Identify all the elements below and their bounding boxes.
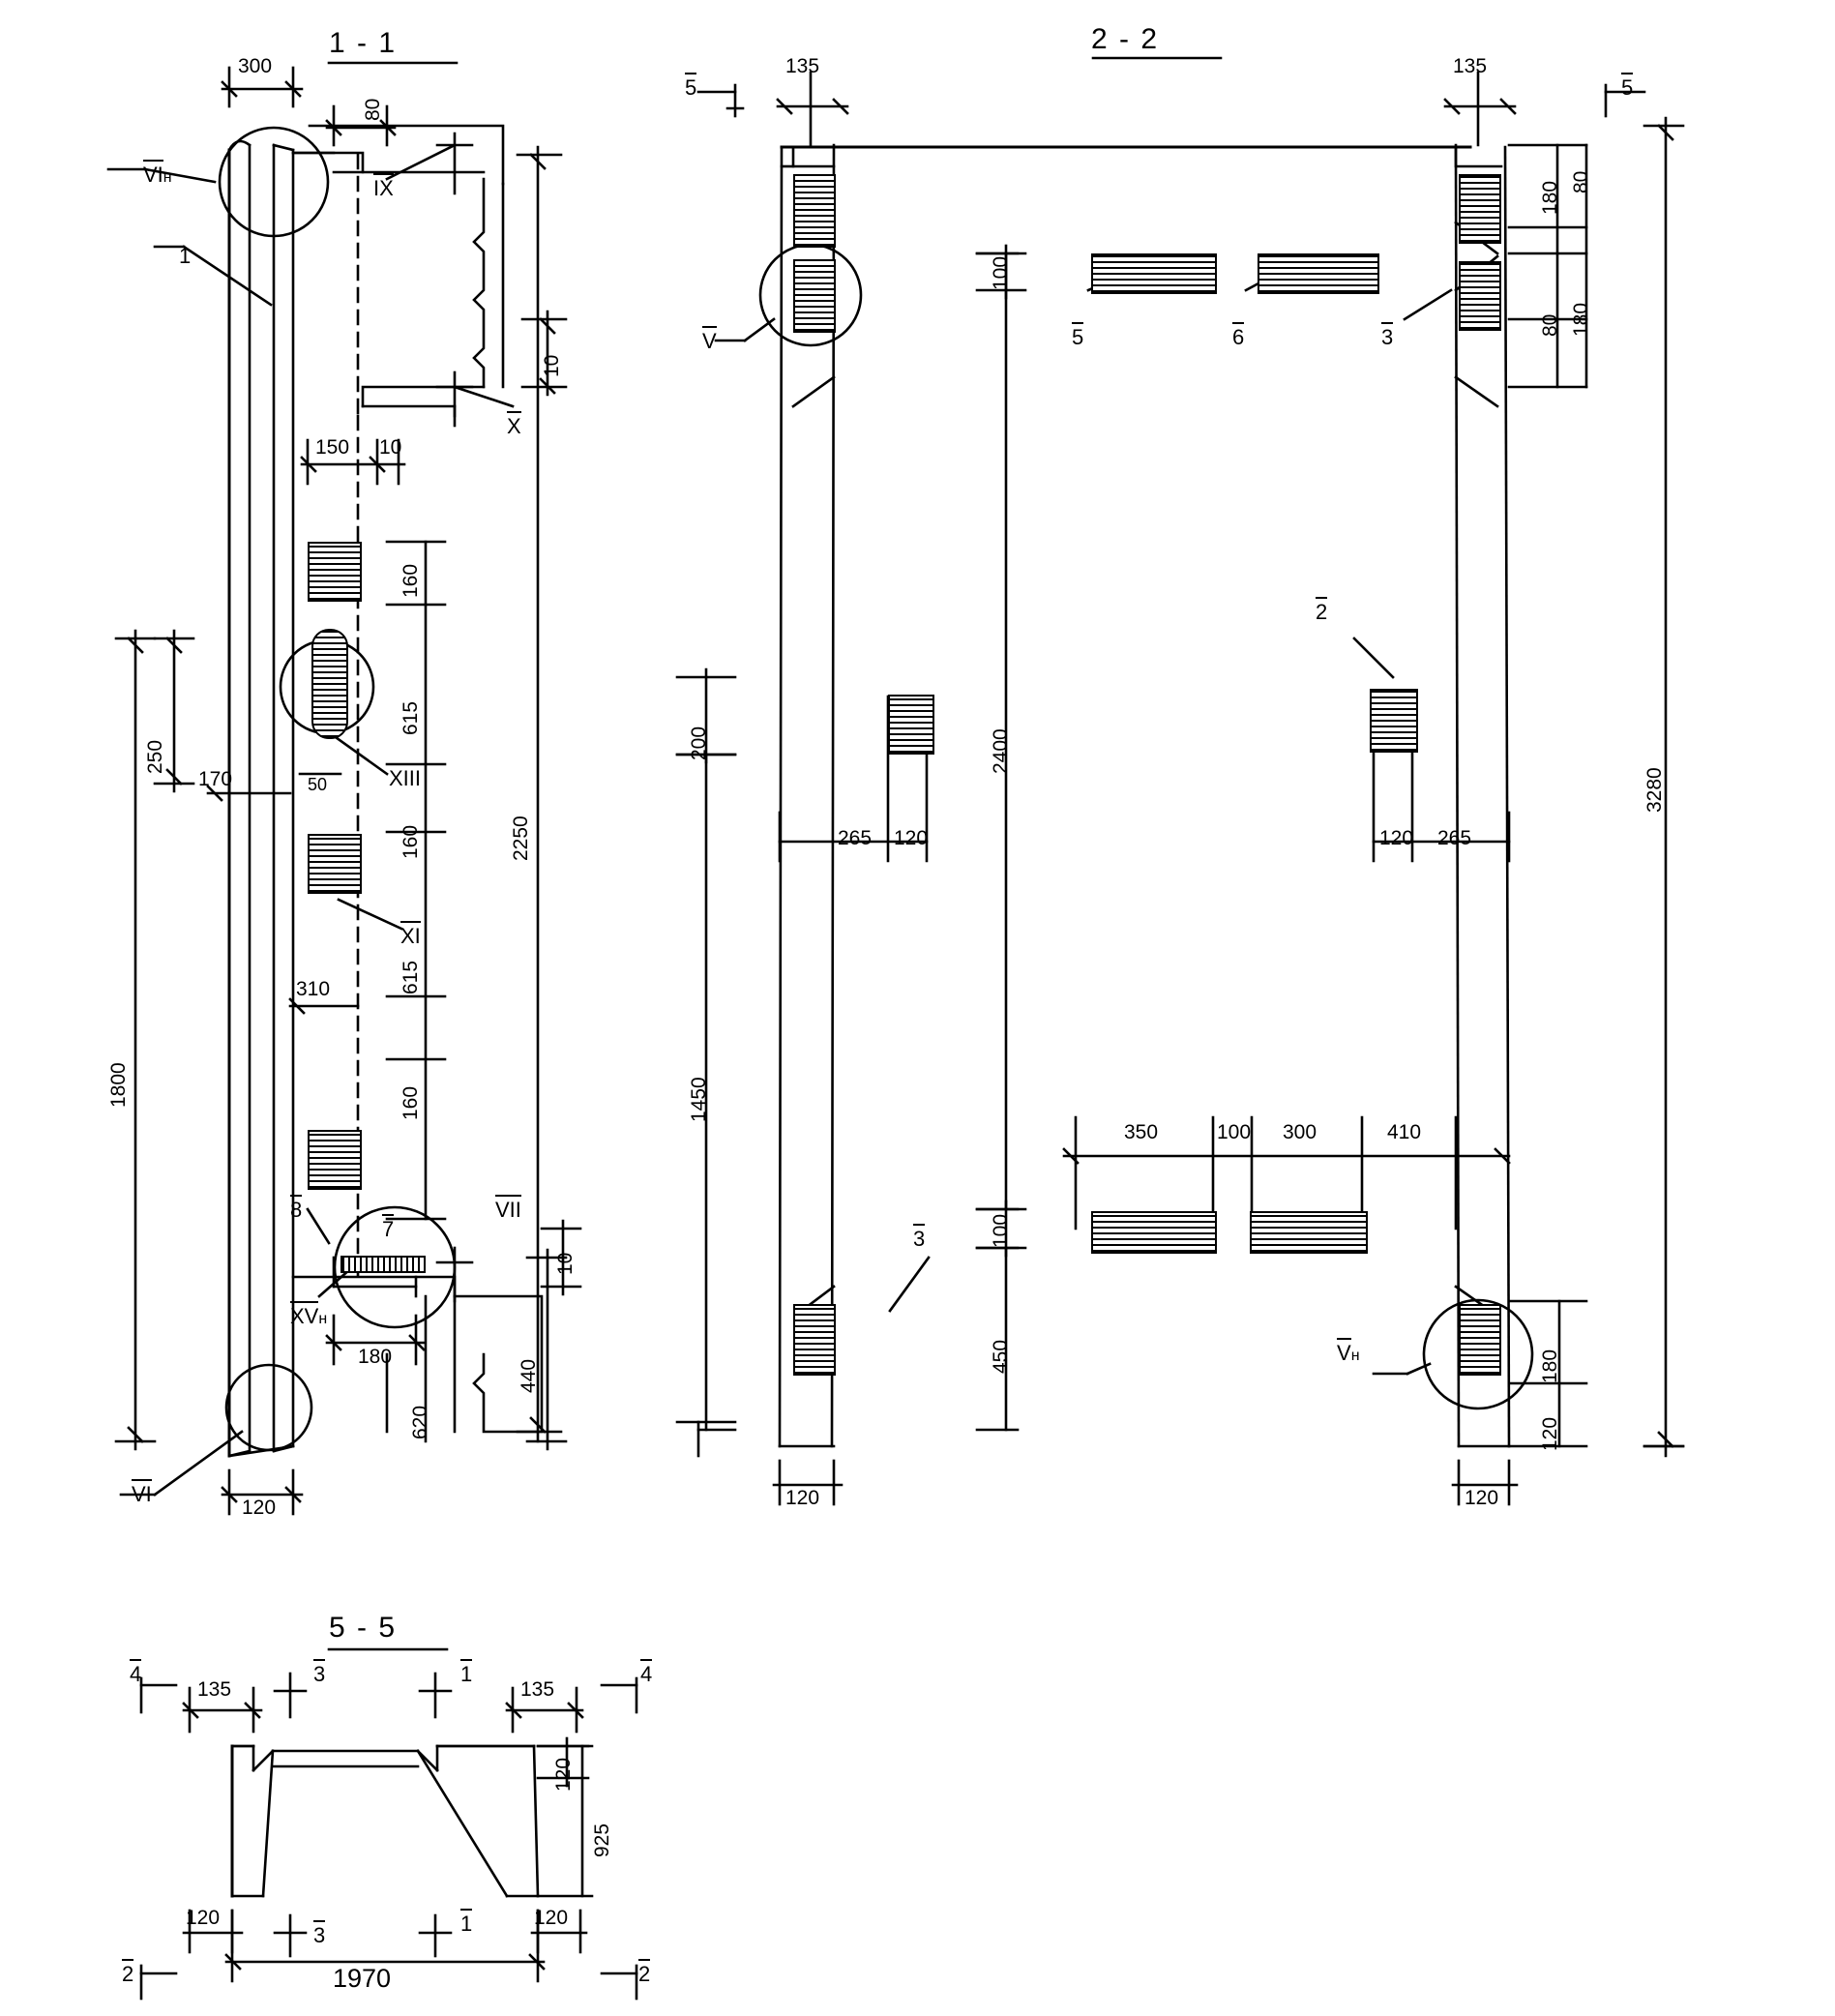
dim-10-slot: 10	[379, 436, 402, 459]
dim-620: 620	[409, 1405, 431, 1439]
dim-80: 80	[362, 98, 384, 121]
embed-plate	[1370, 689, 1418, 753]
embed-plate	[1258, 253, 1379, 294]
dim-450: 450	[990, 1339, 1012, 1374]
dim-310: 310	[296, 978, 331, 1000]
dim-150: 150	[315, 436, 350, 459]
dim-120-bottom: 120	[242, 1497, 277, 1519]
dim-250: 250	[144, 739, 166, 774]
dim-80-a: 80	[1570, 170, 1592, 193]
dim-120-bot: 120	[1539, 1416, 1561, 1451]
view-title-5-5: 5 - 5	[329, 1612, 398, 1644]
dim-160-c: 160	[400, 1085, 422, 1120]
callout-VII: VII	[495, 1198, 521, 1223]
embed-plate	[1091, 253, 1217, 294]
dim-135-right-55: 135	[520, 1678, 555, 1701]
dim-120-left-55: 120	[186, 1907, 221, 1929]
callout-section-4-left: 4	[130, 1662, 141, 1687]
callout-pos-3-bottom: 3	[913, 1227, 925, 1252]
dim-180-c: 180	[1539, 1349, 1561, 1383]
embed-block	[793, 1304, 836, 1376]
dim-135-right: 135	[1453, 55, 1488, 77]
callout-XV-n: XVн	[290, 1304, 327, 1329]
dim-135-left-55: 135	[197, 1678, 232, 1701]
dim-180-a: 180	[1539, 180, 1561, 215]
callout-VI: VI	[132, 1482, 152, 1507]
callout-pos-6: 6	[1232, 325, 1244, 350]
dim-160-a: 160	[400, 563, 422, 598]
dim-120-right-55: 120	[534, 1907, 569, 1929]
callout-pos-8: 8	[290, 1198, 302, 1223]
callout-section-3-top: 3	[313, 1662, 325, 1687]
dim-120-right-bot: 120	[1465, 1487, 1499, 1509]
embed-plate	[1091, 1211, 1217, 1254]
dim-410: 410	[1387, 1121, 1422, 1143]
dim-160-b: 160	[400, 824, 422, 859]
dim-1800: 1800	[107, 1062, 130, 1108]
callout-section-5-left: 5	[685, 75, 696, 101]
callout-pos-2: 2	[1316, 600, 1327, 625]
dim-120-right: 120	[1379, 827, 1414, 849]
dim-120-top-55: 120	[552, 1757, 575, 1792]
embed-block	[793, 259, 836, 333]
callout-section-1-top: 1	[460, 1662, 472, 1687]
embed-plate	[1250, 1211, 1368, 1254]
dim-300: 300	[238, 55, 273, 77]
callout-VI-n: VIн	[143, 163, 172, 188]
dim-615-a: 615	[400, 700, 422, 735]
insert-block	[308, 542, 362, 602]
insert-block	[311, 629, 348, 739]
dim-925: 925	[591, 1823, 613, 1857]
embed-block	[1459, 261, 1501, 331]
callout-XIII: XIII	[389, 766, 421, 791]
dim-265-left: 265	[838, 827, 873, 849]
detail-hatch	[340, 1256, 426, 1273]
embed-block	[793, 174, 836, 248]
embed-block	[1459, 1304, 1501, 1376]
dim-200: 200	[688, 726, 710, 760]
callout-section-4-right: 4	[640, 1662, 652, 1687]
callout-V: V	[702, 329, 717, 354]
dim-1970: 1970	[333, 1964, 392, 1993]
dim-265-right: 265	[1437, 827, 1472, 849]
dim-2400: 2400	[990, 728, 1012, 774]
dim-615-b: 615	[400, 960, 422, 994]
callout-section-5-right: 5	[1621, 75, 1633, 101]
callout-section-1-bottom: 1	[460, 1912, 472, 1937]
dim-100-bot: 100	[990, 1213, 1012, 1248]
dim-2250: 2250	[510, 815, 532, 861]
dim-3280: 3280	[1643, 767, 1666, 813]
dim-300: 300	[1283, 1121, 1317, 1143]
callout-section-2-right: 2	[638, 1962, 650, 1987]
view-title-1-1: 1 - 1	[329, 27, 398, 59]
dim-10-a: 10	[541, 354, 563, 377]
dim-100-top: 100	[990, 255, 1012, 290]
callout-pos-3-top: 3	[1381, 325, 1393, 350]
dim-135-left: 135	[785, 55, 820, 77]
embed-block	[1459, 174, 1501, 244]
dim-120-left: 120	[894, 827, 929, 849]
dim-440: 440	[518, 1358, 540, 1393]
dim-170: 170	[198, 768, 233, 790]
view-title-2-2: 2 - 2	[1091, 23, 1160, 55]
dim-180: 180	[358, 1346, 393, 1368]
callout-V-n: Vн	[1337, 1341, 1360, 1366]
dim-1450: 1450	[688, 1077, 710, 1122]
callout-XI: XI	[400, 924, 421, 949]
dim-100-mid: 100	[1217, 1121, 1252, 1143]
dim-120-left-bot: 120	[785, 1487, 820, 1509]
callout-X: X	[507, 414, 521, 439]
dim-180-b: 180	[1570, 302, 1592, 337]
insert-block	[308, 834, 362, 894]
callout-section-2-left: 2	[122, 1962, 133, 1987]
callout-pos-1: 1	[179, 244, 192, 268]
callout-IX: IX	[373, 176, 394, 201]
callout-pos-5: 5	[1072, 325, 1083, 350]
dim-50: 50	[308, 775, 328, 794]
dim-80-b: 80	[1539, 313, 1561, 337]
dim-10-b: 10	[554, 1252, 577, 1275]
dim-350: 350	[1124, 1121, 1159, 1143]
callout-section-3-bottom: 3	[313, 1923, 325, 1948]
insert-block	[308, 1130, 362, 1190]
embed-plate	[888, 695, 934, 755]
callout-pos-7: 7	[382, 1217, 394, 1242]
